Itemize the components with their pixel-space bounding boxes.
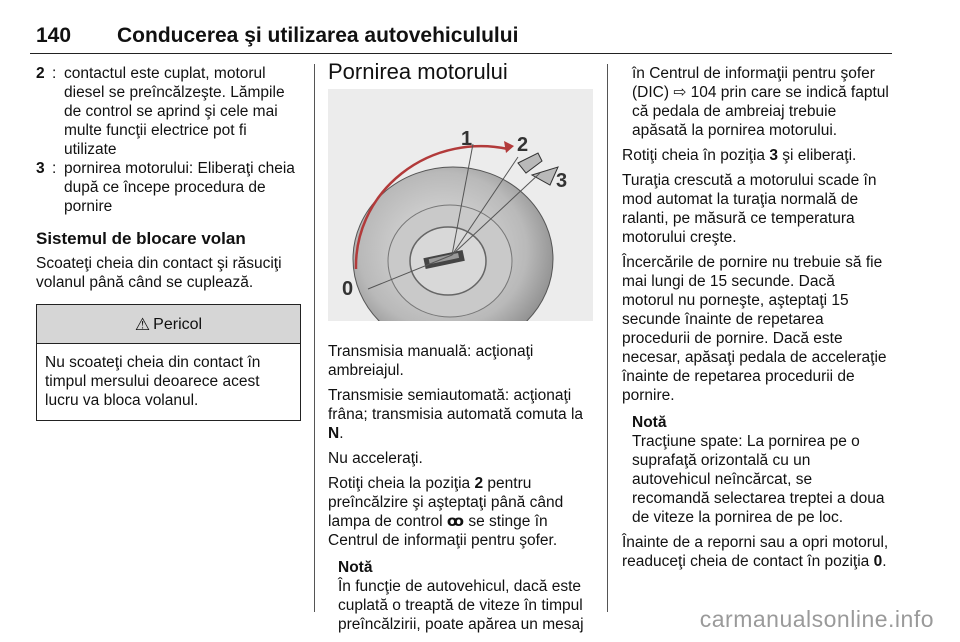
section-title: Pornirea motorului [328, 59, 508, 84]
note-box [632, 413, 890, 527]
column-left [36, 64, 301, 421]
paragraph: Turaţia crescută a motorului scade în mod automat la turaţia normală de ralanti, pe măsură ce temperatura motorului creşte. [622, 172, 877, 246]
note-title: Notă [338, 559, 373, 576]
note-box [338, 558, 593, 634]
page-reference-arrow-icon[interactable]: ⇨ [673, 84, 687, 101]
warning-body: Nu scoateţi cheia din contact în timpul mersului deoarece acest lucru va bloca volanul. [45, 354, 261, 409]
watermark: carmanualsonline.info [699, 606, 934, 632]
warning-header [37, 305, 300, 344]
paragraph: Încercările de pornire nu trebuie să fie mai lungi de 15 secunde. Dacă motorul nu porneşte, aşteptaţi 15 secunde înainte de repetarea procedurii de pornire. Dacă este necesar, apăsaţi pedala de acceleraţie înainte de repetarea procedurii de pornire. [622, 254, 887, 404]
page-header [30, 20, 890, 50]
list-item: 2 : contactul este cuplat, motorul diesel se preîncălzeşte. Lămpile de control se aprind şi cele mai multe funcţii electrice pot fi utilizate [36, 64, 301, 159]
paragraph: Scoateţi cheia din contact şi răsuciţi volanul până când se cuplează. [36, 255, 282, 291]
item-text: pornirea motorului: Eliberaţi cheia după ce începe procedura de pornire [64, 160, 295, 215]
paragraph: Transmisie semiautomată: acţionaţi frâna; transmisia automată comuta la N. [328, 387, 584, 442]
warning-box [36, 304, 301, 421]
note-continuation: în Centrul de informaţii pentru şofer (DIC) ⇨ 104 prin care se indică faptul că pedala de ambreiaj trebuie apăsată la pornirea motorului. [632, 65, 889, 139]
position-label-3: 3 [556, 170, 568, 192]
list-item: 3 : pornirea motorului: Eliberaţi cheia după ce începe procedura de pornire [36, 159, 301, 216]
column-divider [607, 64, 608, 612]
warning-triangle-icon: ⚠ [134, 314, 151, 334]
position-label-0: 0 [342, 278, 354, 300]
paragraph: Nu acceleraţi. [328, 450, 423, 467]
warning-title: Pericol [153, 315, 203, 333]
page-number: 140 [36, 24, 72, 47]
column-divider [314, 64, 315, 612]
column-middle [328, 59, 593, 640]
column-right [622, 64, 890, 577]
paragraph: Rotiţi cheia în poziţia 3 şi eliberaţi. [622, 147, 857, 164]
ignition-switch-figure [328, 89, 593, 321]
paragraph: Transmisia manuală: acţionaţi ambreiajul. [328, 343, 534, 379]
position-label-2: 2 [517, 134, 529, 156]
paragraph: Înainte de a reporni sau a opri motorul, readuceţi cheia de contact în poziţia 0. [622, 534, 889, 570]
item-number: 2 [36, 65, 45, 82]
header-rule [30, 53, 892, 54]
note-text: În funcţie de autovehicul, dacă este cuplată o treaptă de viteze în timpul preîncălzirii, poate apărea un mesaj [338, 578, 584, 633]
glow-plug-lamp-icon: ꝏ [446, 513, 465, 530]
note-text: Tracţiune spate: La pornirea pe o suprafaţă orizontală cu un autovehicul neîncărcat, se recomandă selectarea treptei a doua de viteze la pornirea de pe loc. [632, 433, 885, 526]
position-label-1: 1 [461, 128, 473, 150]
chapter-title: Conducerea şi utilizarea autovehiculului [117, 24, 519, 47]
item-text: contactul este cuplat, motorul diesel se preîncălzeşte. Lămpile de control se aprind şi cele mai multe funcţii electrice pot fi utilizate [64, 65, 285, 158]
note-title: Notă [632, 414, 667, 431]
paragraph: Rotiţi cheia la poziţia 2 pentru preîncălzire şi aşteptaţi până când lampa de control ꝏ se stinge în Centrul de informaţii pentru şofer. [328, 475, 564, 549]
item-number: 3 [36, 160, 45, 177]
section-heading: Sistemul de blocare volan [36, 229, 246, 248]
